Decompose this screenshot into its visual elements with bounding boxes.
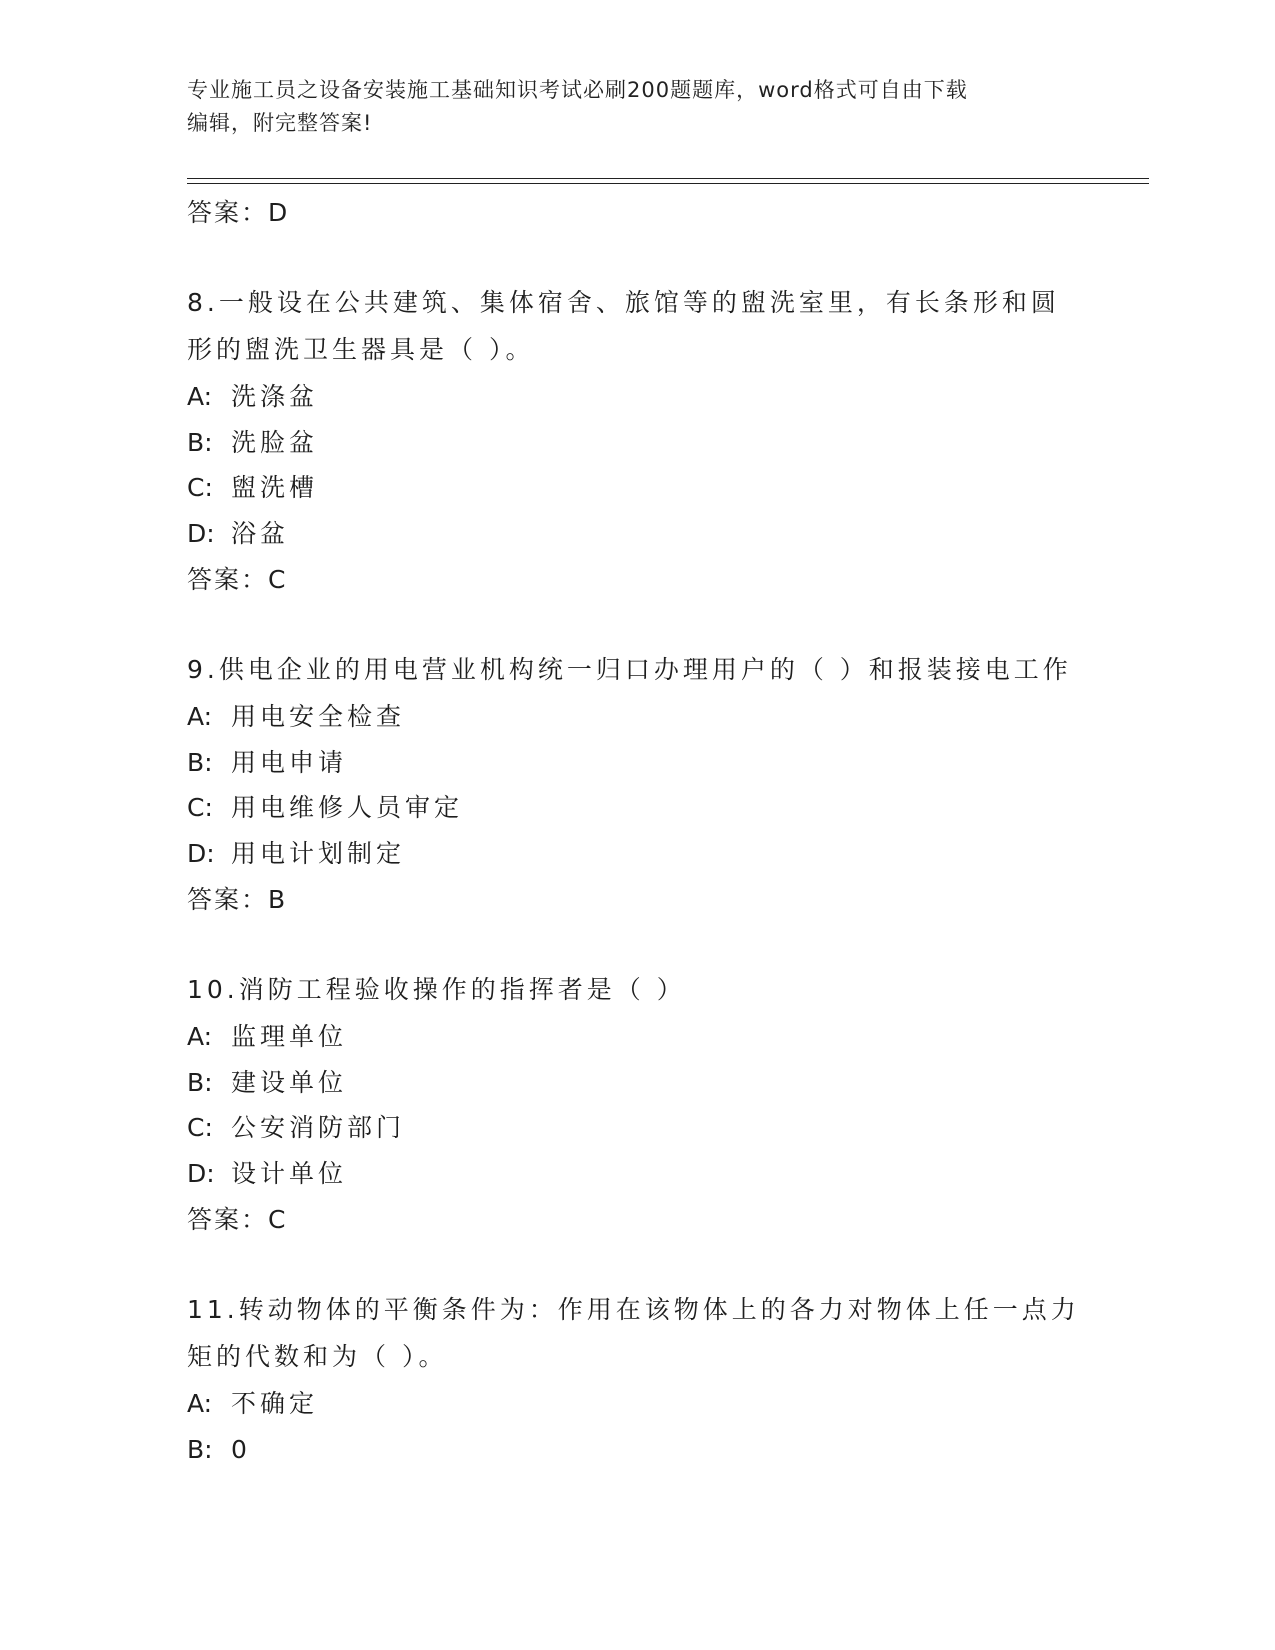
answer-option xyxy=(187,1060,1087,1106)
option-key: D: xyxy=(187,838,215,868)
option-key: A: xyxy=(187,1389,213,1418)
document-header xyxy=(187,74,1067,140)
question-stem: 形的盥洗卫生器具是（ ）。 xyxy=(187,335,535,364)
answer-option xyxy=(187,420,1087,466)
answer-option xyxy=(187,694,1087,740)
option-text: 用电计划制定 xyxy=(231,838,406,868)
answer-option xyxy=(187,374,1087,420)
option-text: 设计单位 xyxy=(231,1158,348,1188)
option-key: B: xyxy=(187,747,213,777)
option-key: B: xyxy=(187,1434,213,1464)
option-text: 浴盆 xyxy=(231,518,290,548)
question-stem: 11.转动物体的平衡条件为：作用在该物体上的各力对物体上任一点力 xyxy=(187,1295,1080,1324)
option-text: 盥洗槽 xyxy=(231,473,319,502)
option-text: 不确定 xyxy=(231,1389,319,1418)
answer-option xyxy=(187,465,1087,511)
option-key: C: xyxy=(187,1113,213,1142)
option-key: D: xyxy=(187,1158,215,1188)
answer-line: 答案：B xyxy=(187,885,288,914)
option-text: 洗涤盆 xyxy=(231,382,319,411)
option-key: C: xyxy=(187,793,213,822)
option-text: 公安消防部门 xyxy=(231,1113,406,1142)
option-key: C: xyxy=(187,473,213,502)
option-text: 监理单位 xyxy=(231,1022,348,1051)
answer-option xyxy=(187,785,1087,831)
question-stem: 矩的代数和为（ ）。 xyxy=(187,1342,448,1371)
question-stem: 8.一般设在公共建筑、集体宿舍、旅馆等的盥洗室里，有长条形和圆 xyxy=(187,288,1060,317)
option-text: 建设单位 xyxy=(231,1067,348,1097)
question-stem: 9.供电企业的用电营业机构统一归口办理用户的（ ）和报装接电工作 xyxy=(187,655,1072,684)
option-text: 用电申请 xyxy=(231,747,348,777)
option-key: B: xyxy=(187,1067,213,1097)
answer-option xyxy=(187,1427,1087,1473)
question-block xyxy=(187,967,1087,1243)
question-stem: 10.消防工程验收操作的指挥者是（ ） xyxy=(187,975,686,1004)
option-text: 用电安全检查 xyxy=(231,702,406,731)
answer-option xyxy=(187,1381,1087,1427)
answer-option xyxy=(187,1151,1087,1197)
option-key: B: xyxy=(187,427,213,457)
option-key: D: xyxy=(187,518,215,548)
question-list xyxy=(187,280,1087,1472)
header-title-line-2: 编辑，附完整答案! xyxy=(187,111,373,135)
answer-option xyxy=(187,1105,1087,1151)
answer-option xyxy=(187,740,1087,786)
option-text: 0 xyxy=(231,1434,251,1464)
option-key: A: xyxy=(187,1022,213,1051)
answer-option xyxy=(187,831,1087,877)
option-text: 用电维修人员审定 xyxy=(231,793,464,822)
question-block xyxy=(187,647,1087,923)
answer-line: 答案：C xyxy=(187,565,288,594)
answer-line: 答案：C xyxy=(187,1205,288,1234)
option-key: A: xyxy=(187,702,213,731)
question-block xyxy=(187,1287,1087,1472)
document-body xyxy=(187,190,1087,1472)
answer-option xyxy=(187,1014,1087,1060)
header-divider xyxy=(187,178,1149,184)
option-text: 洗脸盆 xyxy=(231,427,319,457)
answer-option xyxy=(187,511,1087,557)
question-block xyxy=(187,280,1087,603)
option-key: A: xyxy=(187,382,213,411)
header-title-line-1: 专业施工员之设备安装施工基础知识考试必刷200题题库，word格式可自由下载 xyxy=(187,78,968,102)
answer-line: 答案：D xyxy=(187,198,290,227)
